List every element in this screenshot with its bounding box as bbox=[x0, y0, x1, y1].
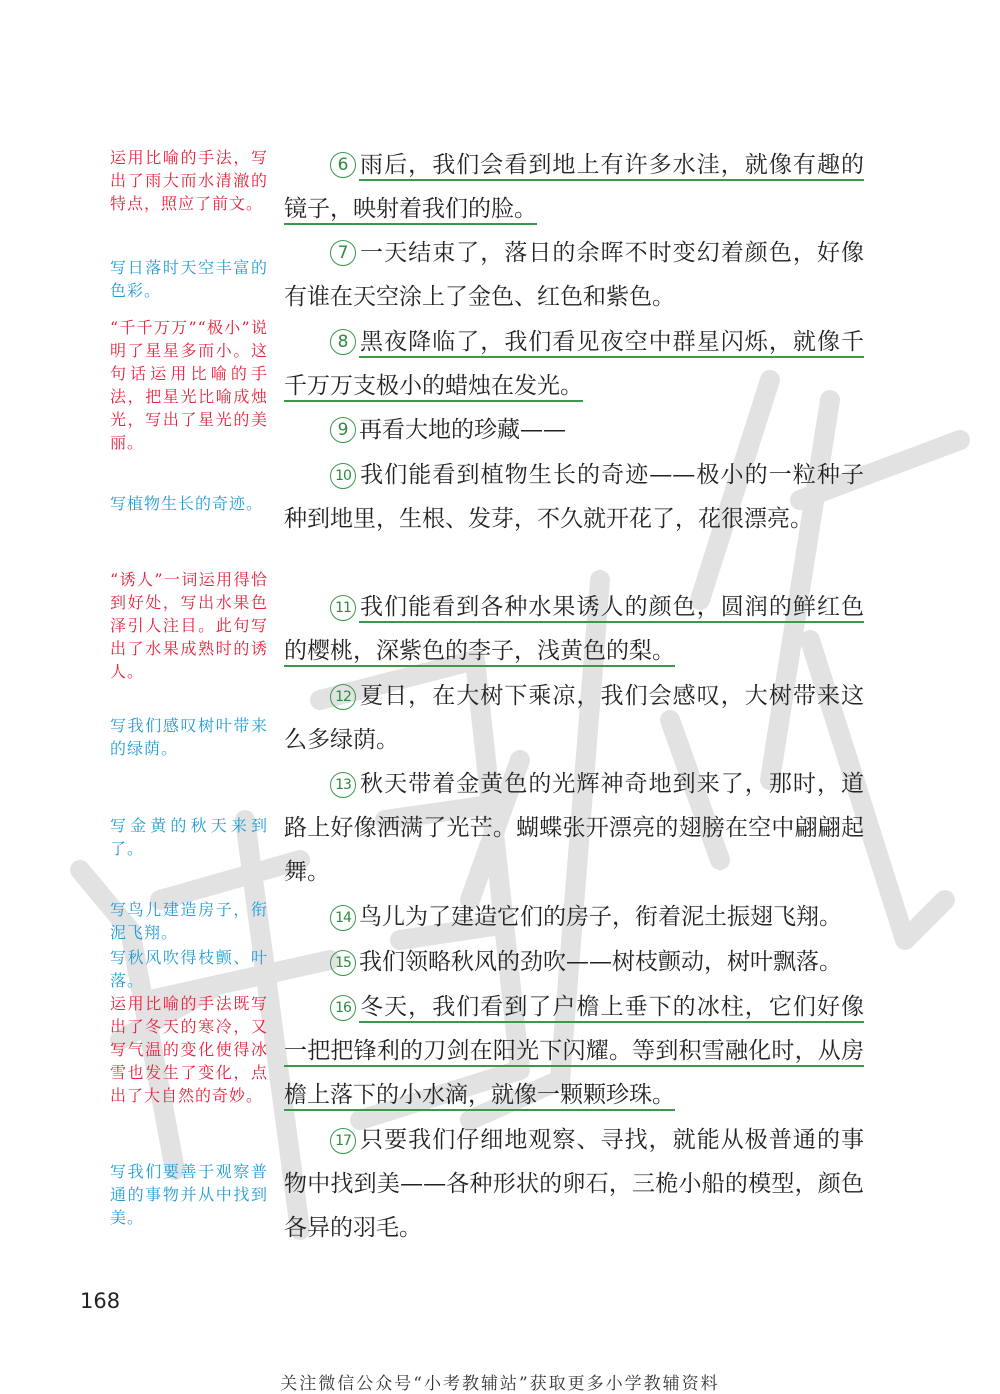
paragraph-14 bbox=[284, 895, 864, 939]
paragraph-number: 6 bbox=[330, 152, 356, 178]
paragraph-text: 只要我们仔细地观察、寻找，就能从极普通的事物中找到美——各种形状的卵石，三桅小船的模型，颜色各异的羽毛。 bbox=[284, 1127, 864, 1241]
underlined-text: 黑夜降临了，我们看见夜空中群星闪烁，就像千千万万支极小的蜡烛在发光。 bbox=[284, 329, 864, 399]
paragraph-number: 10 bbox=[330, 463, 356, 489]
paragraph-15 bbox=[284, 940, 864, 984]
paragraph-6 bbox=[284, 143, 864, 231]
paragraph-17 bbox=[284, 1118, 864, 1250]
footer-notice: 关注微信公众号“小考教辅站”获取更多小学教辅资料 bbox=[280, 1374, 720, 1394]
margin-note: “诱人”一词运用得恰到好处，写出水果色泽引人注目。此句写出了水果成熟时的诱人。 bbox=[110, 570, 268, 681]
paragraph-text: 一天结束了，落日的余晖不时变幻着颜色，好像有谁在天空涂上了金色、红色和紫色。 bbox=[284, 240, 864, 310]
paragraph-9 bbox=[284, 408, 864, 452]
paragraph-text: 鸟儿为了建造它们的房子，衔着泥土振翅飞翔。 bbox=[359, 904, 842, 930]
paragraph-text: 我们能看到植物生长的奇迹——极小的一粒种子种到地里，生根、发芽，不久就开花了，花很漂亮。 bbox=[284, 462, 864, 532]
paragraph-16 bbox=[284, 985, 864, 1117]
paragraph-number: 7 bbox=[330, 240, 356, 266]
paragraph-text: 再看大地的珍藏—— bbox=[359, 417, 566, 443]
paragraph-number: 15 bbox=[330, 950, 356, 976]
margin-note: 运用比喻的手法既写出了冬天的寒冷，又写气温的变化使得冰雪也发生了变化，点出了大自然的奇妙。 bbox=[110, 994, 268, 1105]
paragraph-text: 秋天带着金黄色的光辉神奇地到来了，那时，道路上好像洒满了光芒。蝴蝶张开漂亮的翅膀在空中翩翩起舞。 bbox=[284, 771, 864, 885]
underlined-text: 冬天，我们看到了户檐上垂下的冰柱，它们好像一把把锋利的刀剑在阳光下闪耀。等到积雪融化时，从房檐上落下的小水滴，就像一颗颗珍珠。 bbox=[284, 994, 864, 1108]
margin-note: 写秋风吹得枝颤、叶落。 bbox=[110, 948, 268, 990]
paragraph-12 bbox=[284, 674, 864, 762]
paragraph-text: 我们领略秋风的劲吹——树枝颤动，树叶飘落。 bbox=[359, 949, 842, 975]
paragraph-7 bbox=[284, 231, 864, 319]
margin-note: 写我们感叹树叶带来的绿荫。 bbox=[110, 716, 268, 758]
margin-note: 写日落时天空丰富的色彩。 bbox=[110, 258, 268, 300]
paragraph-text: 夏日，在大树下乘凉，我们会感叹，大树带来这么多绿荫。 bbox=[284, 683, 864, 753]
paragraph-number: 14 bbox=[330, 905, 356, 931]
paragraph-number: 9 bbox=[330, 417, 356, 443]
margin-note: 写植物生长的奇迹。 bbox=[110, 494, 264, 513]
paragraph-number: 8 bbox=[330, 329, 356, 355]
paragraph-number: 13 bbox=[330, 772, 356, 798]
paragraph-11 bbox=[284, 585, 864, 673]
paragraph-8 bbox=[284, 320, 864, 408]
paragraph-10 bbox=[284, 453, 864, 541]
paragraph-number: 11 bbox=[330, 595, 356, 621]
margin-note: 写鸟儿建造房子，衔泥飞翔。 bbox=[110, 900, 268, 942]
page-number: 168 bbox=[80, 1289, 121, 1313]
margin-note: 写金黄的秋天来到了。 bbox=[110, 816, 268, 858]
paragraph-number: 12 bbox=[330, 684, 356, 710]
margin-note: “千千万万”“极小”说明了星星多而小。这句话运用比喻的手法，把星光比喻成烛光，写出了星光的美丽。 bbox=[110, 318, 268, 452]
paragraph-13 bbox=[284, 762, 864, 894]
underlined-text: 我们能看到各种水果诱人的颜色，圆润的鲜红色的樱桃，深紫色的李子，浅黄色的梨。 bbox=[284, 594, 864, 664]
underlined-text: 雨后，我们会看到地上有许多水洼，就像有趣的镜子，映射着我们的脸。 bbox=[284, 152, 864, 222]
margin-note: 运用比喻的手法，写出了雨大而水清澈的特点，照应了前文。 bbox=[110, 148, 268, 213]
paragraph-number: 17 bbox=[330, 1128, 356, 1154]
margin-note: 写我们要善于观察普通的事物并从中找到美。 bbox=[110, 1162, 268, 1227]
paragraph-number: 16 bbox=[330, 995, 356, 1021]
